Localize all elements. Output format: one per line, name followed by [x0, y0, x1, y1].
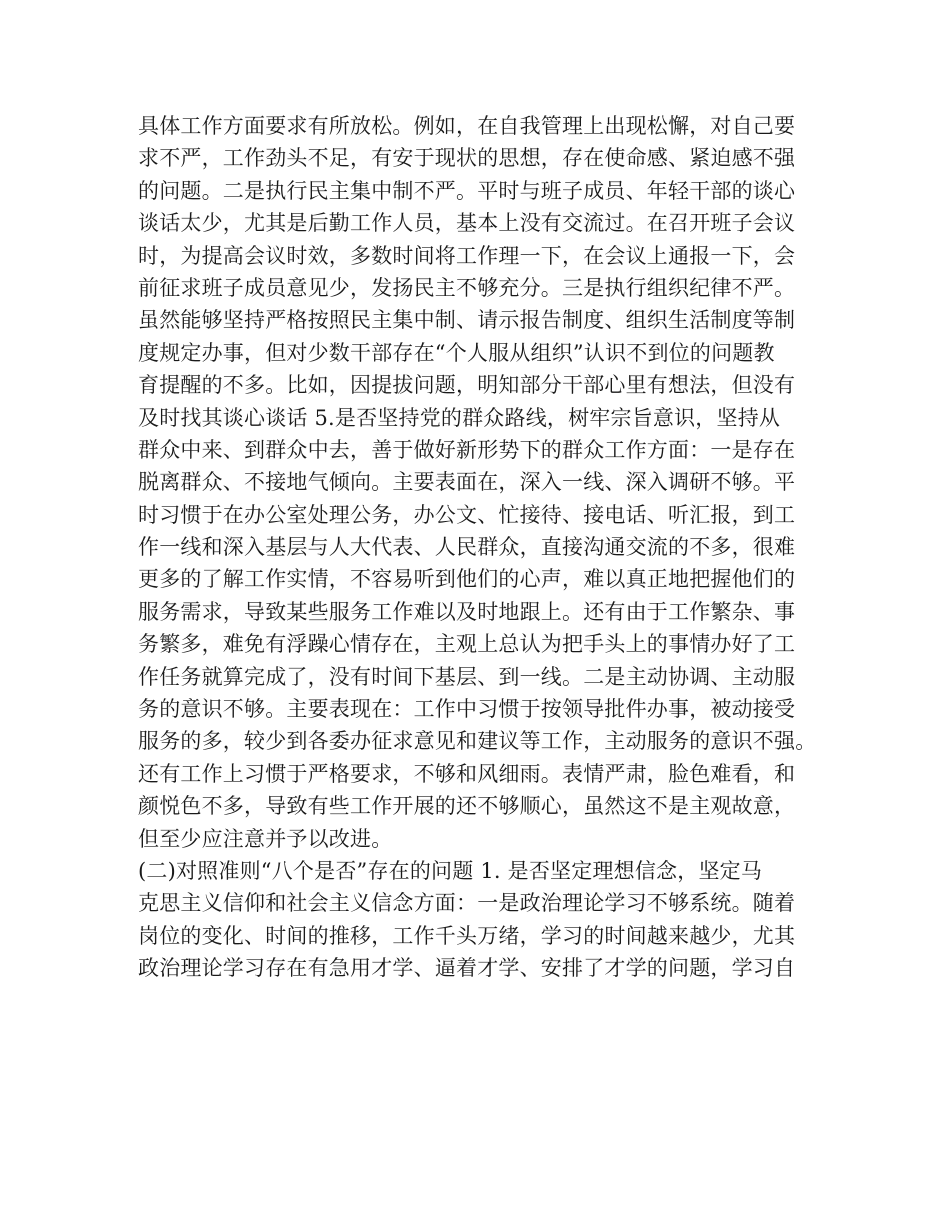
- text-line: 谈话太少，尤其是后勤工作人员，基本上没有交流过。在召开班子会议: [138, 211, 796, 236]
- text-line: 克思主义信仰和社会主义信念方面：一是政治理论学习不够系统。随着: [138, 891, 796, 916]
- text-line: 的问题。二是执行民主集中制不严。平时与班子成员、年轻干部的谈心: [138, 178, 796, 203]
- text-line: 育提醒的不多。比如，因提拔问题，明知部分干部心里有想法，但没有: [138, 373, 796, 398]
- text-line: 岗位的变化、时间的推移，工作千头万绪，学习的时间越来越少，尤其: [138, 923, 796, 948]
- text-line: 及时找其谈心谈话 5.是否坚持党的群众路线，树牢宗旨意识，坚持从: [138, 405, 781, 430]
- text-line: 务的意识不够。主要表现在：工作中习惯于按领导批件办事，被动接受: [138, 697, 796, 722]
- text-line: 服务需求，导致某些服务工作难以及时地跟上。还有由于工作繁杂、事: [138, 599, 796, 624]
- text-line: 更多的了解工作实情，不容易听到他们的心声，难以真正地把握他们的: [138, 567, 796, 592]
- text-line: 求不严，工作劲头不足，有安于现状的思想，存在使命感、紧迫感不强: [138, 146, 796, 171]
- text-line: 前征求班子成员意见少，发扬民主不够充分。三是执行组织纪律不严。: [138, 275, 796, 300]
- text-line: 具体工作方面要求有所放松。例如，在自我管理上出现松懈，对自己要: [138, 114, 796, 138]
- text-line: 度规定办事，但对少数干部存在“个人服从组织”认识不到位的问题教: [138, 340, 775, 365]
- text-line: 群众中来、到群众中去，善于做好新形势下的群众工作方面：一是存在: [138, 437, 796, 462]
- text-line: 时习惯于在办公室处理公务，办公文、忙接待、接电话、听汇报，到工: [138, 502, 796, 527]
- text-line: 务繁多，难免有浮躁心情存在，主观上总认为把手头上的事情办好了工: [138, 632, 796, 657]
- text-line: 颜悦色不多，导致有些工作开展的还不够顺心，虽然这不是主观故意，: [138, 794, 796, 819]
- text-line: 时，为提高会议时效，多数时间将工作理一下，在会议上通报一下，会: [138, 243, 796, 268]
- text-line: 作一线和深入基层与人大代表、人民群众，直接沟通交流的不多，很难: [138, 535, 796, 560]
- text-line: 但至少应注意并予以改进。: [138, 826, 393, 851]
- text-line: 还有工作上习惯于严格要求，不够和风细雨。表情严肃，脸色难看，和: [138, 761, 796, 786]
- text-line: 作任务就算完成了，没有时间下基层、到一线。二是主动协调、主动服: [138, 664, 796, 689]
- text-line: (二)对照准则“八个是否”存在的问题 1. 是否坚定理想信念，坚定马: [138, 858, 763, 883]
- text-line: 服务的多，较少到各委办征求意见和建议等工作，主动服务的意识不强。: [138, 729, 817, 754]
- body-text: [138, 110, 838, 985]
- text-line: 脱离群众、不接地气倾向。主要表面在，深入一线、深入调研不够。平: [138, 470, 796, 495]
- text-line: 虽然能够坚持严格按照民主集中制、请示报告制度、组织生活制度等制: [138, 308, 796, 333]
- text-line: 政治理论学习存在有急用才学、逼着才学、安排了才学的问题，学习自: [138, 956, 796, 981]
